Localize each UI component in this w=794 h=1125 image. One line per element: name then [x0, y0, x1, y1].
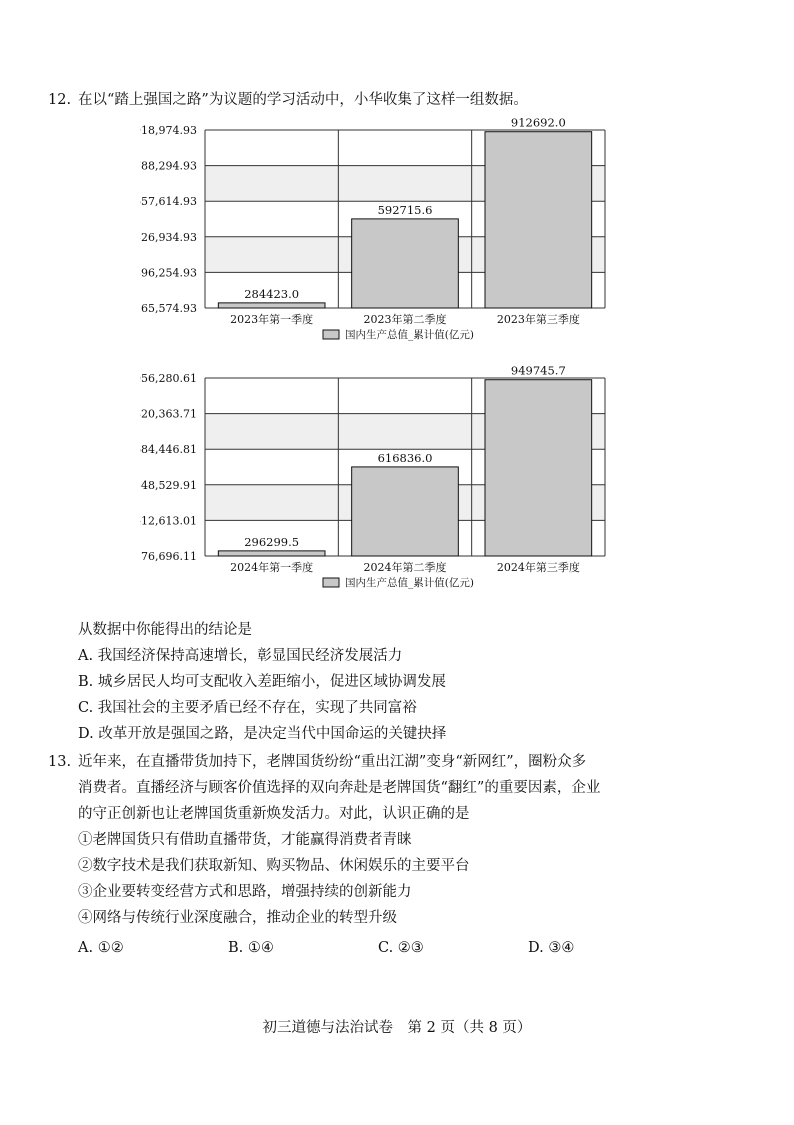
c1-data-label: 296299.5 [244, 534, 300, 549]
c1-bar [218, 551, 325, 556]
chart-2023 [140, 118, 620, 362]
c1-legend-label: 国内生产总值_累计值(亿元) [345, 577, 474, 589]
q13-stem-line-1: 近年来，在直播带货加持下，老牌国货纷纷“重出江湖”变身“新网红”，圈粉众多 [78, 754, 587, 770]
q12-option-b: B. 城乡居民人均可支配收入差距缩小，促进区域协调发展 [78, 674, 446, 690]
q12-option-c: C. 我国社会的主要矛盾已经不存在，实现了共同富裕 [78, 700, 417, 716]
c1-y-tick-label: 684,446.81 [140, 443, 197, 457]
c0-y-tick-label: 788,294.93 [140, 159, 197, 173]
c0-bar [352, 219, 459, 308]
c1-y-tick-label: 820,363.71 [140, 407, 197, 421]
q13-number: 13. [48, 754, 72, 770]
q12-prompt: 从数据中你能得出的结论是 [78, 622, 252, 638]
c0-y-tick-label: 526,934.93 [140, 230, 197, 244]
c1-bar [352, 467, 459, 556]
c1-y-tick-label: 412,613.01 [140, 514, 197, 528]
q12-number: 12. [48, 92, 72, 108]
c0-data-label: 592715.6 [377, 202, 433, 217]
c1-y-tick-label: 548,529.91 [140, 478, 197, 492]
c0-bar [485, 132, 592, 308]
q12-option-a: A. 我国经济保持高速增长，彰显国民经济发展活力 [78, 648, 403, 664]
c1-y-tick-label: 956,280.61 [140, 372, 197, 385]
c1-y-tick-label: 276,696.11 [140, 550, 197, 563]
c0-legend-label: 国内生产总值_累计值(亿元) [345, 329, 474, 341]
chart-2024 [140, 366, 620, 610]
q13-stem-line-3: 的守正创新也让老牌国货重新焕发活力。对此，认识正确的是 [78, 806, 470, 822]
c0-legend-swatch [323, 330, 339, 339]
q12-option-d: D. 改革开放是强国之路，是决定当代中国命运的关键抉择 [78, 726, 447, 742]
c0-y-tick-label: 657,614.93 [140, 195, 197, 209]
c1-bar [485, 380, 592, 556]
q13-stem-line-2: 消费者。直播经济与顾客价值选择的双向奔赴是老牌国货“翻红”的重要因素，企业 [78, 780, 601, 796]
c0-x-tick-label: 2023年第三季度 [496, 313, 580, 326]
q13-option-b: B. ①④ [228, 940, 274, 956]
c0-bar [218, 303, 325, 308]
c0-x-tick-label: 2023年第二季度 [363, 313, 447, 326]
q13-item-2: ②数字技术是我们获取新知、购买物品、休闲娱乐的主要平台 [78, 858, 470, 874]
c0-y-tick-label: 265,574.93 [140, 302, 197, 315]
c1-data-label: 616836.0 [377, 450, 433, 465]
c1-legend-swatch [323, 578, 339, 587]
c0-data-label: 912692.0 [510, 118, 566, 130]
c0-x-tick-label: 2023年第一季度 [230, 313, 314, 326]
c0-data-label: 284423.0 [244, 286, 300, 301]
c1-x-tick-label: 2024年第一季度 [230, 561, 314, 574]
q12-stem: 在以“踏上强国之路”为议题的学习活动中，小华收集了这样一组数据。 [78, 92, 528, 108]
c1-x-tick-label: 2024年第二季度 [363, 561, 447, 574]
page-footer: 初三道德与法治试卷 第 2 页（共 8 页） [262, 1020, 532, 1036]
q13-item-1: ①老牌国货只有借助直播带货，才能赢得消费者青睐 [78, 832, 412, 848]
c1-data-label: 949745.7 [510, 366, 566, 378]
q13-item-3: ③企业要转变经营方式和思路，增强持续的创新能力 [78, 884, 412, 900]
c1-x-tick-label: 2024年第三季度 [496, 561, 580, 574]
q13-option-d: D. ③④ [528, 940, 575, 956]
q13-item-4: ④网络与传统行业深度融合，推动企业的转型升级 [78, 910, 397, 926]
q13-option-a: A. ①② [78, 940, 124, 956]
c0-y-tick-label: 918,974.93 [140, 124, 197, 137]
c0-y-tick-label: 396,254.93 [140, 266, 197, 280]
q13-option-c: C. ②③ [378, 940, 424, 956]
chart-2023-svg [140, 118, 620, 358]
chart-2024-svg [140, 366, 620, 606]
